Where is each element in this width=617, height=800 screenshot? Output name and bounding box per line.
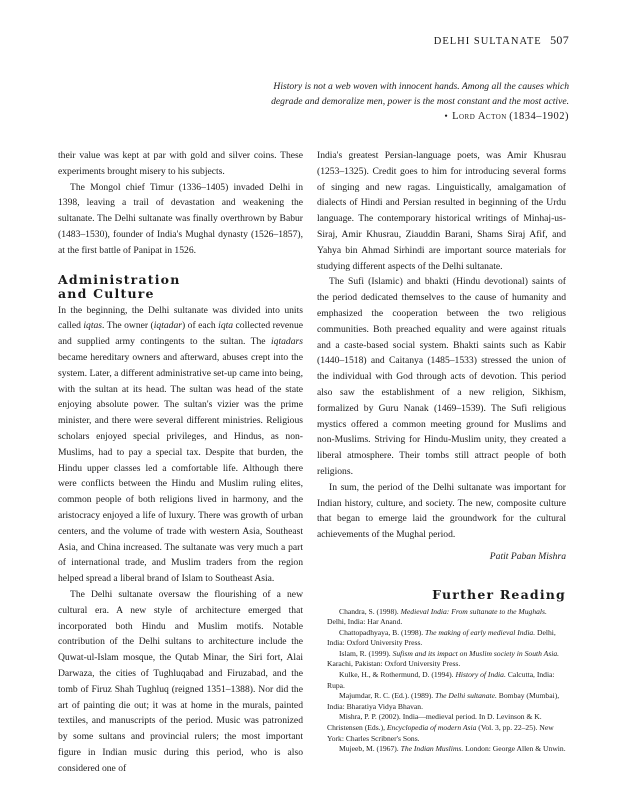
epigraph-author: Lord Acton xyxy=(452,111,507,122)
epigraph xyxy=(269,79,569,124)
term-iqtas: iqtas xyxy=(83,320,103,332)
epigraph-quote: History is not a web woven with innocent hands. Among all the causes which degrade and demoralize men, power is the most constant and the most active. xyxy=(271,81,569,107)
author-signature: Patit Paban Mishra xyxy=(489,550,566,562)
section-heading-line: Administration xyxy=(58,271,181,287)
reference-entry: Islam, R. (1999). Sufism and its impact on Muslim society in South Asia. Karachi, Pakistan: Oxford University Press. xyxy=(327,648,560,669)
paragraph: The Mongol chief Timur (1336–1405) invaded Delhi in 1398, leaving a trail of devastation and weakening the sultanate. The Delhi sultanate was finally overthrown by Babur (1483–1530), founder of India's Mughal dynasty (1526–1857), at the first battle of Panipat in 1526. xyxy=(58,181,303,256)
section-heading-line: and Culture xyxy=(58,285,155,301)
paragraph: In sum, the period of the Delhi sultanate was important for Indian history, culture, and society. The new, composite culture that began to emerge laid the groundwork for the cultural achievements of the Mughal period. xyxy=(317,481,566,541)
bullet-separator: • xyxy=(444,111,448,122)
term-iqtadars: iqtadars xyxy=(271,336,303,348)
paragraph: The Delhi sultanate oversaw the flourishing of a new cultural era. A new style of architecture emerged that incorporated both Hindu and Muslim motifs. Notable contribution of the Delhi sultans to architecture include the Quwat-ul-Islam mosque, the Qutab Minar, the Siri fort, Alai Darwaza, the cities of Tughluqabad and Firuzabad, and the tomb of Firuz Shah Tughluq (reigned 1351–1388). Nor did the art of painting die out; it was at home in the murals, painted textiles, and manuscripts of the period. Music was patronized by some sultans and provincial rulers; the most important figure in Indian music during this period, who is also considered one of xyxy=(58,588,303,774)
reference-entry: Mishra, P. P. (2002). India—medieval period. In D. Levinson & K. Christensen (Eds.), Encyclopedia of modern Asia (Vol. 3, pp. 22–25). New York: Charles Scribner's Sons. xyxy=(327,712,554,743)
epigraph-dates: (1834–1902) xyxy=(509,111,569,122)
term-iqta: iqta xyxy=(218,320,234,332)
reference-entry: Chandra, S. (1998). Medieval India: From sultanate to the Mughals. Delhi, India: Har Anand. xyxy=(327,606,547,627)
running-header xyxy=(434,33,569,48)
left-column xyxy=(58,148,303,776)
reference-entry: Majumdar, R. C. (Ed.). (1989). The Delhi sultanate. Bombay (Mumbai), India: Bharatiya Vidya Bhavan. xyxy=(327,691,560,711)
paragraph: In the beginning, the Delhi sultanate was divided into units called iqtas. The owner (iqtadar) of each iqta collected revenue and supplied army contingents to the sultan. The iqtadars became hereditary owners and afterward, abuses crept into the system. Later, a different administrative set-up came into being, with the sultan at its head. The sultan was head of the state enjoying absolute power. The sultan's vizier was the prime minister, and there were several different ministries. Religious scholars enjoyed special privileges, and Hindus, as non-Muslims, had to pay a special tax. Despite that burden, the Hindu upper classes led a comfortable life. Although there were conflicts between the Hindu and Muslim ruling elites, common people of both religions lived in harmony, and the aristocracy enjoyed a life of luxury. There was growth of urban centers, and the volume of trade with western Asia, Southeast Asia, and China increased. The sultanate was very much a part of international trade, and Muslim traders from the region helped spread a liberal brand of Islam to Southeast Asia. xyxy=(58,304,303,585)
right-column xyxy=(317,148,566,755)
reference-entry: Kulke, H., & Rothermund, D. (1994). History of India. Calcutta, India: Rupa. xyxy=(327,670,555,690)
paragraph: India's greatest Persian-language poets, was Amir Khusrau (1253–1325). Credit goes to him for introducing several forms of singing and new ragas. Linguistically, amalgamation of dialects of Hindi and Persian resulted in beginning of the Urdu language. The contemporary historical writings of Minhaj-us-Siraj, Amir Khusrau, Ziauddin Barani, Shams Siraj Afif, and Yahya bin Ahmad Sirhindi are important source materials for studying different aspects of the Delhi sultanate. xyxy=(317,150,566,272)
paragraph: their value was kept at par with gold and silver coins. These experiments brought misery to his subjects. xyxy=(58,150,303,177)
page-number: 507 xyxy=(550,33,569,47)
paragraph: The Sufi (Islamic) and bhakti (Hindu devotional) saints of the period dedicated themselves to the cause of humanity and emphasized the cooperation between the two religious communities. Both preached equality and were against rituals and a caste-based social system. Bhakti saints such as Kabir (1440–1518) and Caitanya (1485–1533) stressed the union of the individual with God through acts of devotion. This period also saw the establishment of a new religion, Sikhism, formalized by Guru Nanak (1469–1539). The Sufi religious mystics offered a common meeting ground for Muslims and non-Muslims. Striving for Hindu-Muslim unity, they created a liberal atmosphere. Their tombs still attract people of both religions. xyxy=(317,276,566,477)
reference-entry: Chattopadhyaya, B. (1998). The making of early medieval India. Delhi, India: Oxford University Press. xyxy=(327,627,556,648)
term-iqtadar: iqtadar xyxy=(153,320,183,332)
reference-entry: Mujeeb, M. (1967). The Indian Muslims. London: George Allen & Unwin. xyxy=(339,744,566,754)
running-title: DELHI SULTANATE xyxy=(433,36,542,47)
section-heading xyxy=(58,273,303,301)
further-reading-heading: Further Reading xyxy=(432,586,566,602)
reference-list xyxy=(317,607,566,755)
